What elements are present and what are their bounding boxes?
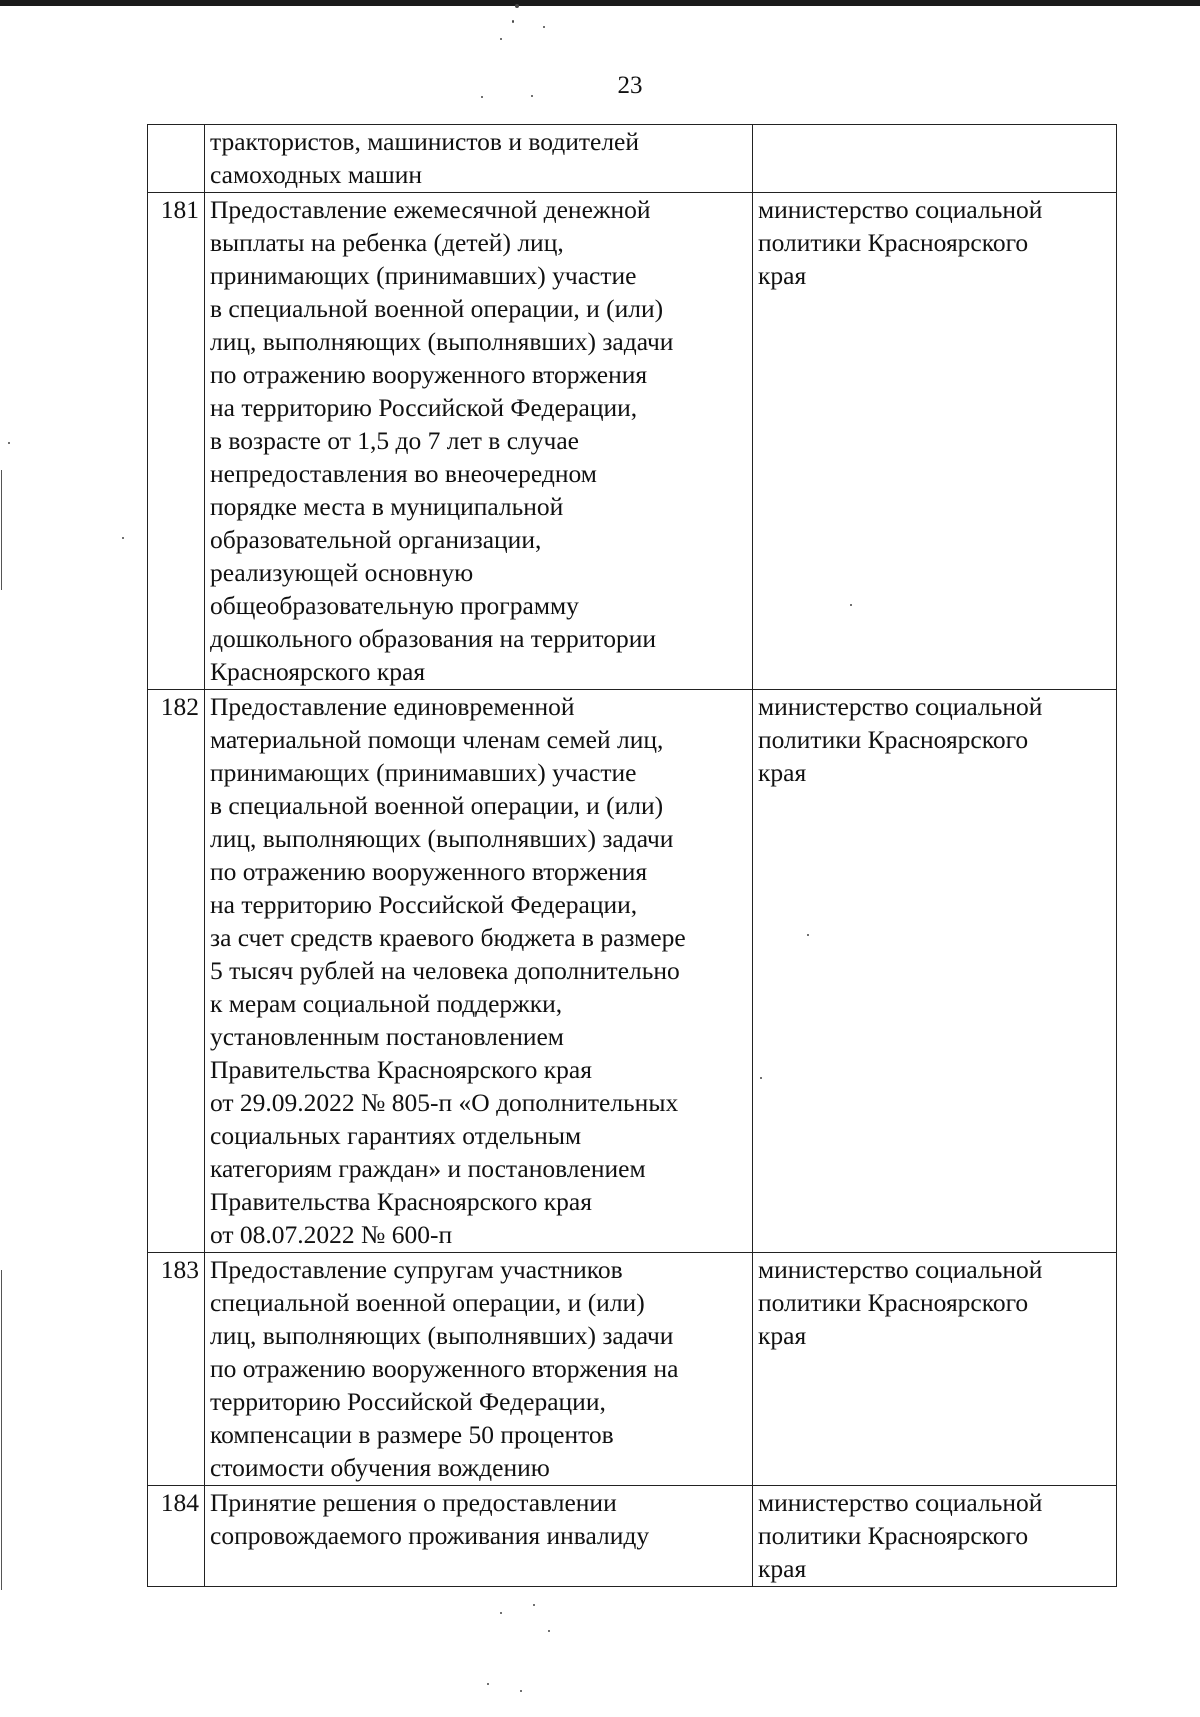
scan-margin-line xyxy=(1,1270,2,1590)
scan-speck xyxy=(8,442,10,444)
services-table xyxy=(147,124,1117,1587)
scan-speck xyxy=(500,38,502,40)
row-number: 183 xyxy=(148,1253,205,1486)
service-description: трактористов, машинистов и водителей самоходных машин xyxy=(205,125,753,193)
service-description: Предоставление ежемесячной денежной выплаты на ребенка (детей) лиц, принимающих (принимавших) участие в специальной военной операции, и (или) лиц, выполняющих (выполнявших) задачи по отражению вооруженного вторжения на территорию Российской Федерации, в возрасте от 1,5 до 7 лет в случае непредоставления во внеочередном порядке места в муниципальной образовательной организации, реализующей основную общеобразовательную программу дошкольного образования на территории Красноярского края xyxy=(205,193,753,690)
service-description: Принятие решения о предоставлении сопровождаемого проживания инвалиду xyxy=(205,1486,753,1587)
page-number: 23 xyxy=(617,72,643,99)
responsible-department: министерство социальной политики Красноярского края xyxy=(753,193,1117,690)
table-row xyxy=(148,193,1117,690)
row-number: 182 xyxy=(148,690,205,1253)
scan-speck xyxy=(122,537,124,539)
service-description: Предоставление единовременной материальной помощи членам семей лиц, принимающих (принимавших) участие в специальной военной операции, и (или) лиц, выполняющих (выполнявших) задачи по отражению вооруженного вторжения на территорию Российской Федерации, за счет средств краевого бюджета в размере 5 тысяч рублей на человека дополнительно к мерам социальной поддержки, установленным постановлением Правительства Красноярского края от 29.09.2022 № 805-п «О дополнительных социальных гарантиях отдельным категориям граждан» и постановлением Правительства Красноярского края от 08.07.2022 № 600-п xyxy=(205,690,753,1253)
scan-speck xyxy=(520,1690,522,1692)
row-number: 184 xyxy=(148,1486,205,1587)
scan-speck xyxy=(533,1604,535,1606)
row-number xyxy=(148,125,205,193)
scan-top-edge xyxy=(0,0,1200,6)
table-row xyxy=(148,1486,1117,1587)
responsible-department: министерство социальной политики Красноярского края xyxy=(753,1253,1117,1486)
scan-speck xyxy=(500,1612,502,1614)
scan-margin-line xyxy=(1,470,2,590)
scan-speck xyxy=(512,20,514,23)
row-number: 181 xyxy=(148,193,205,690)
scan-speck xyxy=(515,4,519,8)
responsible-department: министерство социальной политики Красноярского края xyxy=(753,690,1117,1253)
scan-speck xyxy=(548,1630,550,1632)
table-row xyxy=(148,1253,1117,1486)
service-description: Предоставление супругам участников специальной военной операции, и (или) лиц, выполняющих (выполнявших) задачи по отражению вооруженного вторжения на территорию Российской Федерации, компенсации в размере 50 процентов стоимости обучения вождению xyxy=(205,1253,753,1486)
table-row xyxy=(148,690,1117,1253)
table-row xyxy=(148,125,1117,193)
scan-speck xyxy=(487,1683,489,1685)
scan-speck xyxy=(543,26,545,28)
responsible-department: министерство социальной политики Красноярского края xyxy=(753,1486,1117,1587)
responsible-department xyxy=(753,125,1117,193)
